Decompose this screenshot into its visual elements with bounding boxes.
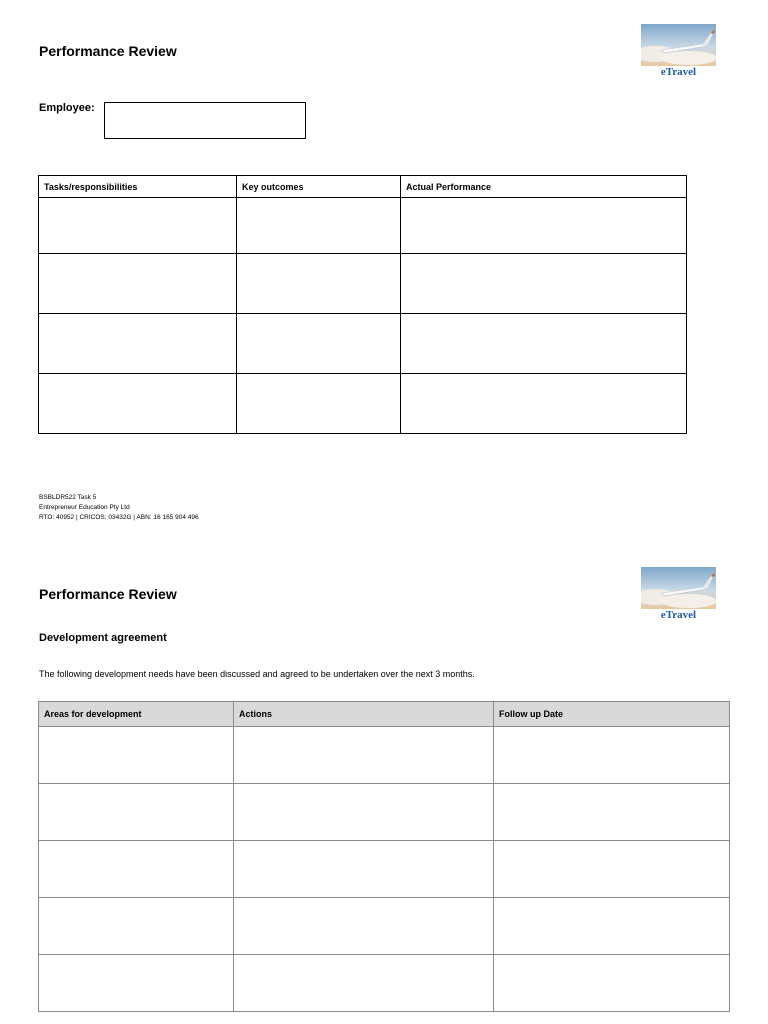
table-cell[interactable] [494, 727, 730, 784]
table-cell[interactable] [401, 254, 687, 314]
column-header: Actions [234, 702, 494, 727]
table-header-row [39, 702, 730, 727]
table-cell[interactable] [494, 841, 730, 898]
table-cell[interactable] [237, 254, 401, 314]
column-header: Follow up Date [494, 702, 730, 727]
table-row [39, 198, 687, 254]
column-header: Areas for development [39, 702, 234, 727]
table-cell[interactable] [401, 374, 687, 434]
table-row [39, 898, 730, 955]
footer-line: Entrepreneur Education Pty Ltd [39, 504, 130, 511]
table-cell[interactable] [39, 374, 237, 434]
airplane-sky-icon [641, 567, 716, 609]
table-cell[interactable] [39, 898, 234, 955]
table-row [39, 314, 687, 374]
employee-field[interactable] [104, 102, 306, 139]
table-row [39, 784, 730, 841]
etravel-logo [641, 24, 716, 78]
column-header: Actual Performance [401, 176, 687, 198]
employee-label: Employee: [39, 102, 95, 114]
table-cell[interactable] [39, 314, 237, 374]
table-cell[interactable] [494, 898, 730, 955]
table-cell[interactable] [237, 314, 401, 374]
column-header: Key outcomes [237, 176, 401, 198]
table-cell[interactable] [401, 198, 687, 254]
table-cell[interactable] [401, 314, 687, 374]
column-header: Tasks/responsibilities [39, 176, 237, 198]
table-row [39, 955, 730, 1012]
footer-line: BSBLDR522 Task 5 [39, 494, 97, 501]
page-title: Performance Review [39, 586, 177, 602]
table-cell[interactable] [494, 955, 730, 1012]
table-cell[interactable] [494, 784, 730, 841]
table-cell[interactable] [234, 898, 494, 955]
table-cell[interactable] [234, 955, 494, 1012]
etravel-logo [641, 567, 716, 621]
section-subtitle: Development agreement [39, 632, 167, 644]
table-cell[interactable] [237, 198, 401, 254]
table-row [39, 374, 687, 434]
table-cell[interactable] [39, 254, 237, 314]
table-cell[interactable] [39, 955, 234, 1012]
table-cell[interactable] [234, 784, 494, 841]
table-cell[interactable] [237, 374, 401, 434]
performance-table [38, 175, 687, 434]
table-header-row [39, 176, 687, 198]
intro-text: The following development needs have been discussed and agreed to be undertaken over the next 3 months. [39, 669, 475, 679]
logo-text: eTravel [660, 609, 697, 621]
development-table [38, 701, 730, 1012]
table-cell[interactable] [39, 841, 234, 898]
table-row [39, 727, 730, 784]
table-cell[interactable] [39, 727, 234, 784]
table-cell[interactable] [39, 784, 234, 841]
page-footer [39, 493, 199, 523]
footer-line: RTO: 40952 | CRICOS: 03432G | ABN: 16 165 904 496 [39, 514, 199, 521]
airplane-sky-icon [641, 24, 716, 66]
table-cell[interactable] [39, 198, 237, 254]
table-row [39, 254, 687, 314]
table-row [39, 841, 730, 898]
table-cell[interactable] [234, 727, 494, 784]
table-cell[interactable] [234, 841, 494, 898]
page-title: Performance Review [39, 43, 177, 59]
logo-text: eTravel [660, 66, 697, 78]
